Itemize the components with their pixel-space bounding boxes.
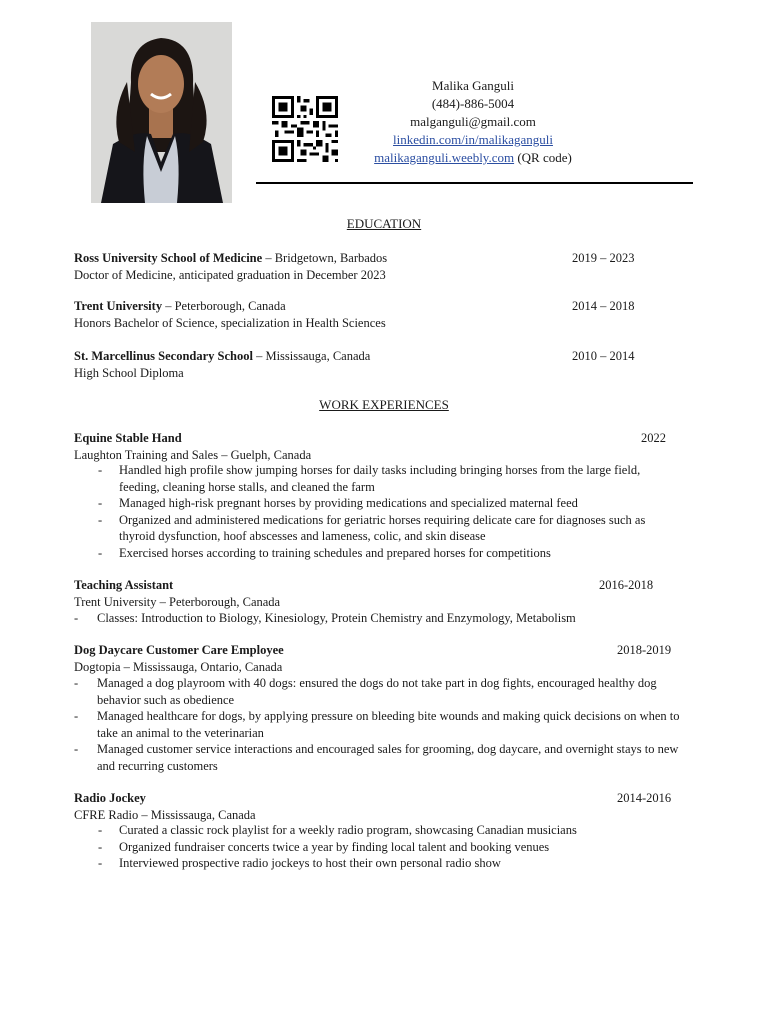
qr-code-image [272,96,338,162]
contact-block [348,77,598,167]
job-entry [74,790,256,824]
job-dates: 2014-2016 [617,791,672,805]
profile-photo [91,22,232,203]
list-item: - Managed healthcare for dogs, by applying pressure on bleeding bite wounds and making quick decisions on when to take an animal to the veterinarian [74,708,696,741]
list-item: - Organized and administered medications for geriatric horses requiring delicate care for diagnoses such as thyroid dysfunction, hoof abscesses and lameness, colic, and skin disease [74,512,672,545]
degree-detail: High School Diploma [74,366,184,380]
education-entry [74,250,387,284]
job-role: Dog Daycare Customer Care Employee [74,643,284,657]
job-bullets [74,610,694,627]
list-item: - Managed customer service interactions and encouraged sales for grooming, dog daycare, and overnight stays to new and recurring customers [74,741,696,774]
school-location: – Peterborough, Canada [162,299,286,313]
job-entry [74,430,311,464]
job-org: Dogtopia – Mississauga, Ontario, Canada [74,660,283,674]
job-dates: 2022 [641,431,666,445]
education-heading: EDUCATION [346,216,422,231]
job-role: Teaching Assistant [74,578,174,592]
job-entry [74,577,280,611]
applicant-name: Malika Ganguli [432,78,514,93]
school-name: Ross University School of Medicine [74,251,263,265]
linkedin-link[interactable]: linkedin.com/in/malikaganguli [393,132,553,147]
job-role: Radio Jockey [74,791,146,805]
job-bullets [74,462,672,561]
education-entry [74,348,370,382]
school-name: Trent University [74,299,163,313]
job-dates: 2016-2018 [599,578,654,592]
phone-number: (484)-886-5004 [431,96,515,111]
job-bullets [74,675,696,774]
list-item: - Curated a classic rock playlist for a weekly radio program, showcasing Canadian musicians [74,822,694,839]
email-address: malganguli@gmail.com [410,114,536,129]
degree-detail: Doctor of Medicine, anticipated graduation in December 2023 [74,268,386,282]
list-item: - Classes: Introduction to Biology, Kinesiology, Protein Chemistry and Enzymology, Metabolism [74,610,694,627]
education-dates: 2019 – 2023 [572,251,635,265]
qr-note: (QR code) [514,150,572,165]
list-item: - Managed high-risk pregnant horses by providing medications and specialized maternal feed [74,495,672,512]
list-item: - Managed a dog playroom with 40 dogs: ensured the dogs do not take part in dog fights, encouraged healthy dog behavior such as obedience [74,675,696,708]
list-item: - Interviewed prospective radio jockeys to host their own personal radio show [74,855,694,872]
school-location: – Mississauga, Canada [252,349,371,363]
education-entry [74,298,386,332]
job-bullets [74,822,694,872]
job-org: Trent University – Peterborough, Canada [74,595,281,609]
website-link[interactable]: malikaganguli.weebly.com [374,150,515,165]
education-dates: 2010 – 2014 [572,349,635,363]
degree-detail: Honors Bachelor of Science, specialization in Health Sciences [74,316,386,330]
job-dates: 2018-2019 [617,643,672,657]
list-item: - Exercised horses according to training schedules and prepared horses for competitions [74,545,672,562]
job-org: CFRE Radio – Mississauga, Canada [74,808,256,822]
work-heading: WORK EXPERIENCES [319,397,449,412]
education-dates: 2014 – 2018 [572,299,635,313]
header-divider [256,182,693,184]
job-role: Equine Stable Hand [74,431,182,445]
job-entry [74,642,284,676]
school-location: – Bridgetown, Barbados [262,251,388,265]
job-org: Laughton Training and Sales – Guelph, Canada [74,448,312,462]
school-name: St. Marcellinus Secondary School [74,349,253,363]
list-item: - Organized fundraiser concerts twice a year by finding local talent and booking venues [74,839,694,856]
list-item: - Handled high profile show jumping horses for daily tasks including bringing horses from the large field, feeding, cleaning horse stalls, and cleaned the farm [74,462,672,495]
